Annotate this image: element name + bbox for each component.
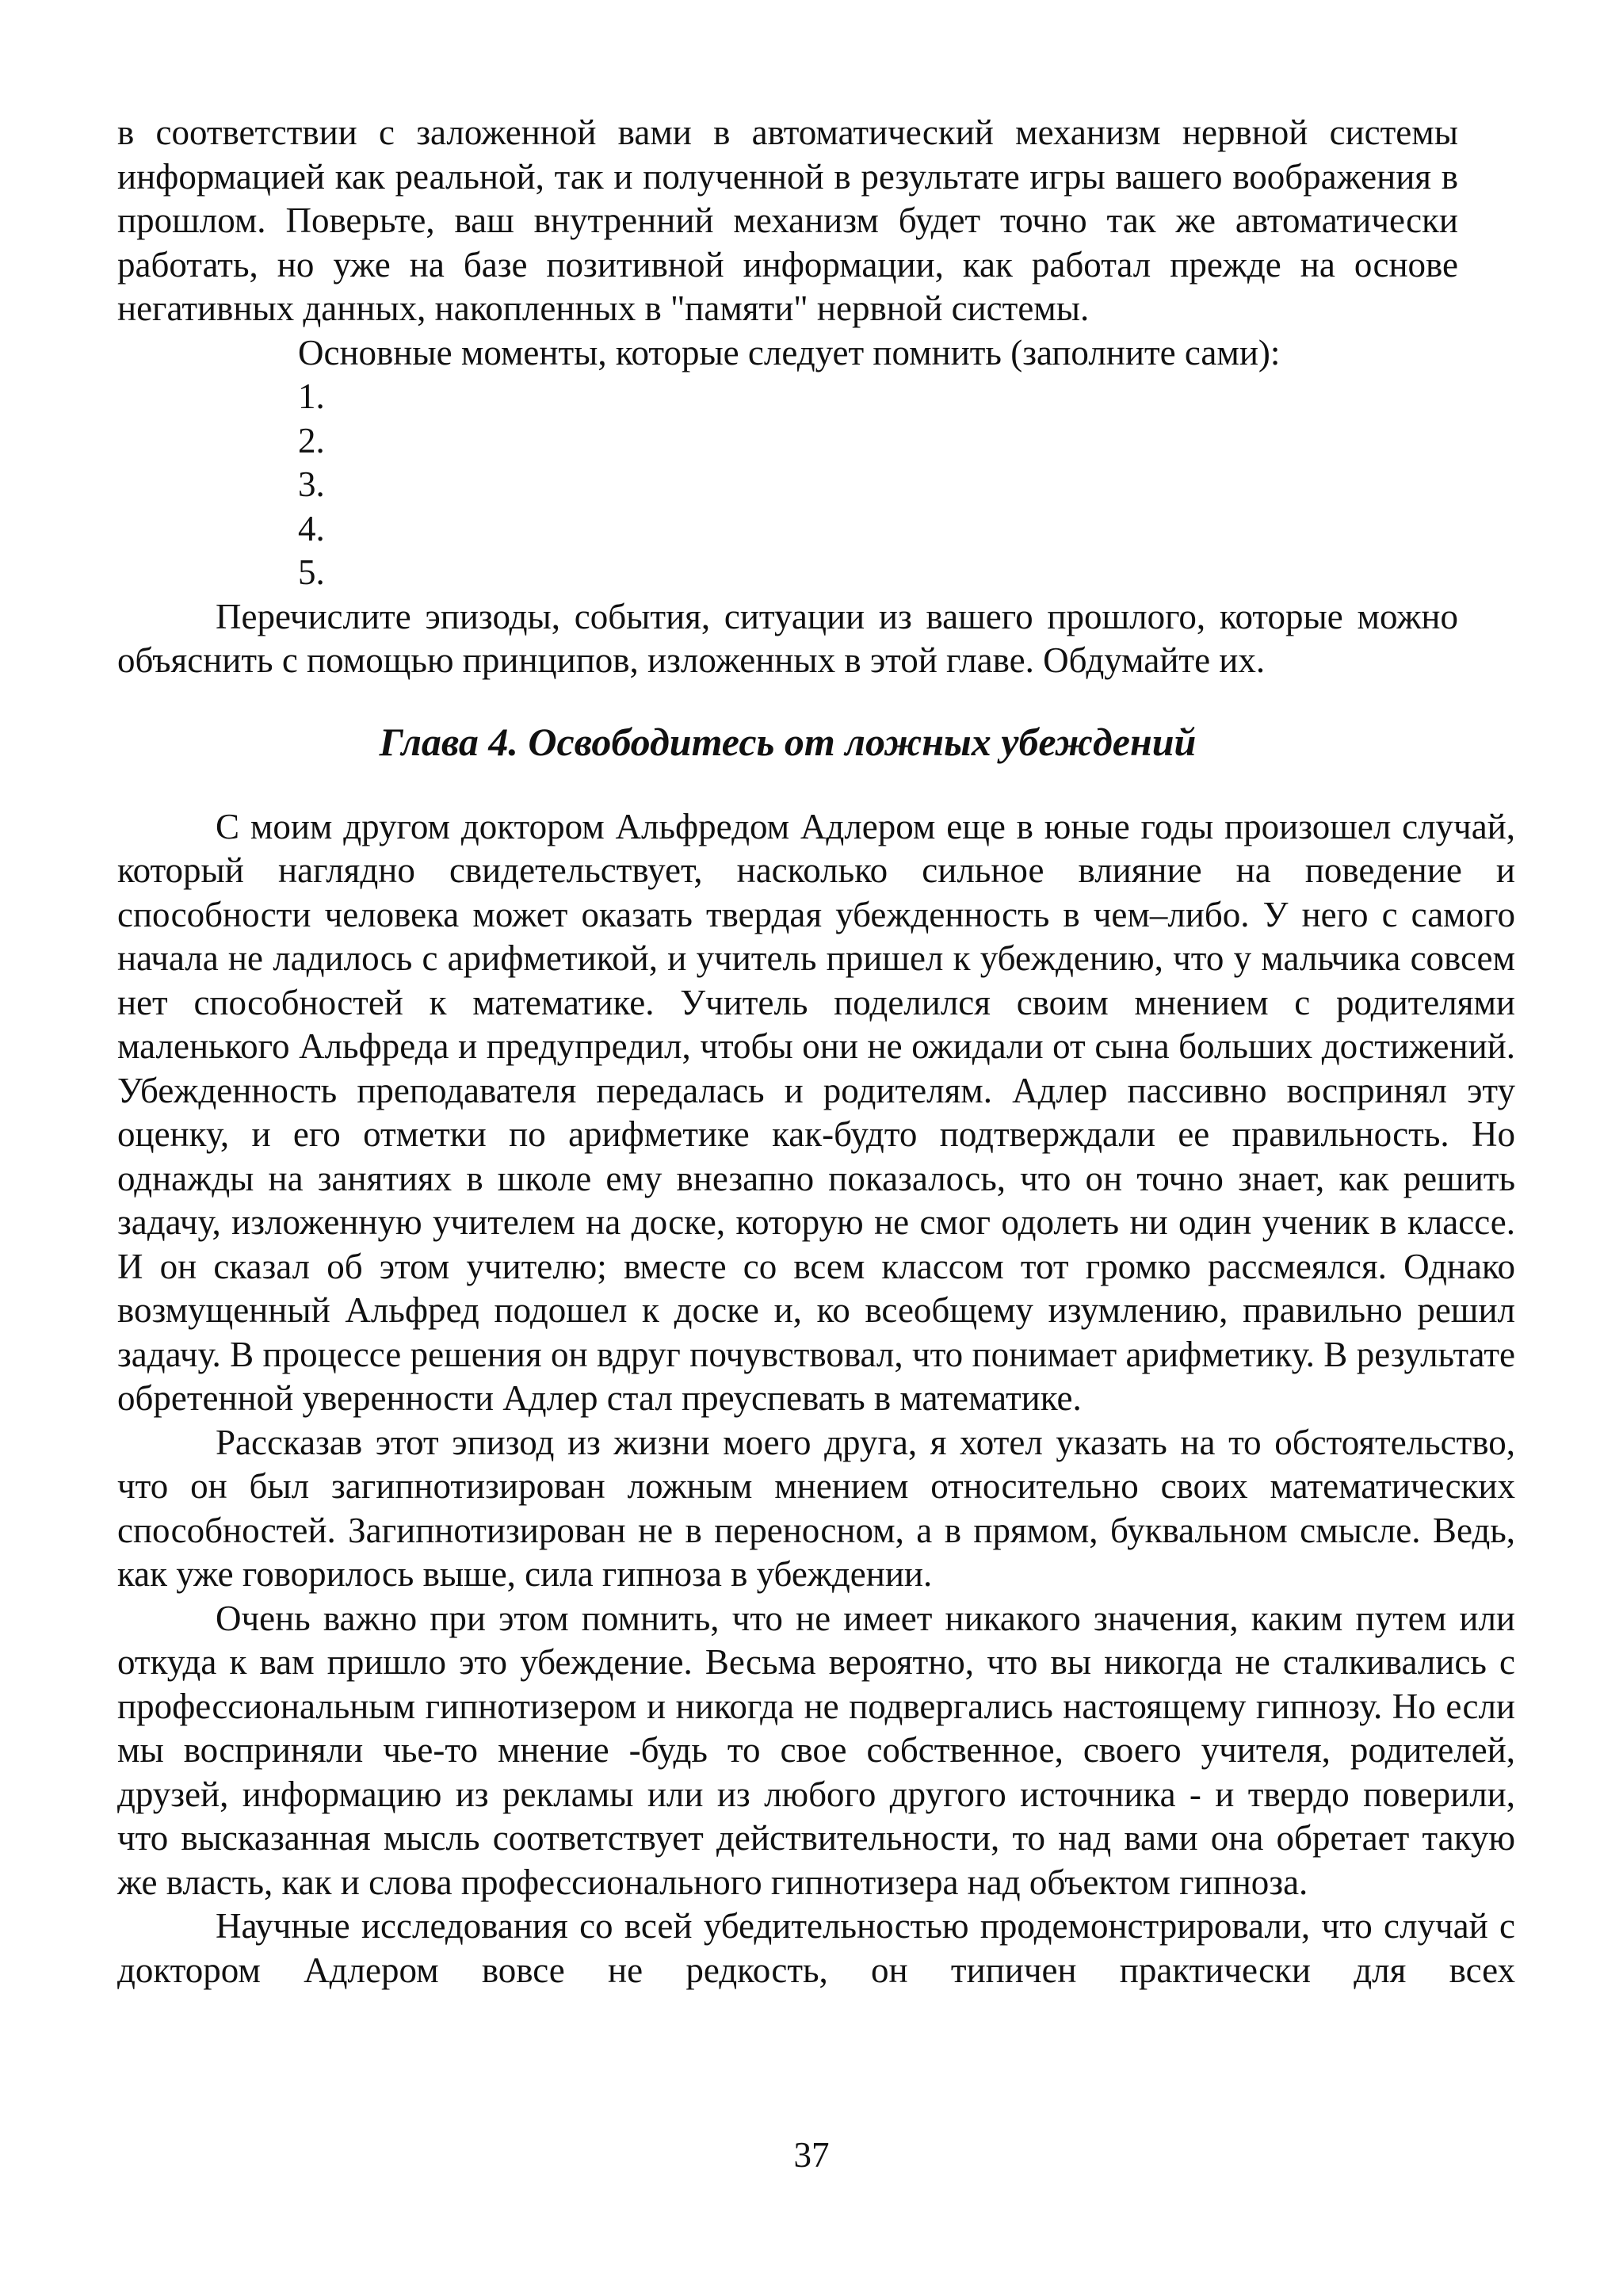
chapter-paragraph: Научные исследования со всей убедительностью продемонстрировали, что случай с доктором Адлером вовсе не редкость, он типичен практически для всех	[117, 1906, 1515, 1990]
key-point-item: 5.	[298, 552, 325, 592]
chapter-paragraph: С моим другом доктором Альфредом Адлером еще в юные годы произошел случай, который наглядно свидетельствует, насколько сильное влияние на поведение и способности человека может оказать твердая убежденность в чем–либо. У него с самого начала не ладилось с арифметикой, и учитель пришел к убеждению, что у мальчика совсем нет способностей к математике. Учитель поделился своим мнением с родителями маленького Альфреда и предупредил, чтобы они не ожидали от сына больших достижений. Убежденность преподавателя передалась и родителям. Адлер пассивно воспринял эту оценку, и его отметки по арифметике как-будто подтверждали ее правильность. Но однажды на занятиях в школе ему внезапно показалось, что он точно знает, как решить задачу, изложенную учителем на доске, которую не смог одолеть ни один ученик в классе. И он сказал об этом учителю; вместе со всем классом тот громко рассмеялся. Однако возмущенный Альфред подошел к доске и, ко всеобщему изумлению, правильно решил задачу. В процессе решения он вдруг почувствовал, что понимает арифметику. В результате обретенной уверенности Адлер стал преуспевать в математике.	[117, 806, 1515, 1418]
top-paragraph: в соответствии с заложенной вами в автоматический механизм нервной системы информацией как реальной, так и полученной в результате игры вашего воображения в прошлом. Поверьте, ваш внутренний механизм будет точно так же автоматически работать, но уже на базе позитивной информации, как работал прежде на основе негативных данных, накопленных в "памяти" нервной системы.	[117, 113, 1458, 328]
key-point-item: 1.	[298, 376, 325, 416]
key-point-item: 3.	[298, 464, 325, 504]
chapter-body	[117, 805, 1515, 1993]
page-number: 37	[793, 2135, 830, 2175]
chapter-paragraph: Рассказав этот эпизод из жизни моего друга, я хотел указать на то обстоятельство, что он был загипнотизирован ложным мнением относительно своих математических способностей. Загипнотизирован не в переносном, а в прямом, буквальном смысле. Ведь, как уже говорилось выше, сила гипноза в убеждении.	[117, 1422, 1515, 1594]
key-points-list	[117, 375, 1515, 595]
chapter-paragraph: Очень важно при этом помнить, что не имеет никакого значения, каким путем или откуда к вам пришло это убеждение. Весьма вероятно, что вы никогда не сталкивались с профессиональным гипнотизером и никогда не подвергались настоящему гипнозу. Но если мы восприняли чье-то мнение -будь то свое собственное, своего учителя, родителей, друзей, информацию из рекламы или из любого другого источника - и твердо поверили, что высказанная мысль соответствует действительности, то над вами она обретает такую же власть, как и слова профессионального гипнотизера над объектом гипноза.	[117, 1598, 1515, 1902]
key-point-item: 4.	[298, 508, 325, 548]
page-content	[117, 111, 1515, 1992]
key-point-item: 2.	[298, 420, 325, 460]
key-points-intro: Основные моменты, которые следует помнить (заполните сами):	[298, 332, 1281, 372]
chapter-title: Глава 4. Освободитесь от ложных убеждений	[379, 719, 1197, 764]
episodes-paragraph: Перечислите эпизоды, события, ситуации из вашего прошлого, которые можно объяснить с помощью принципов, изложенных в этой главе. Обдумайте их.	[117, 596, 1458, 680]
